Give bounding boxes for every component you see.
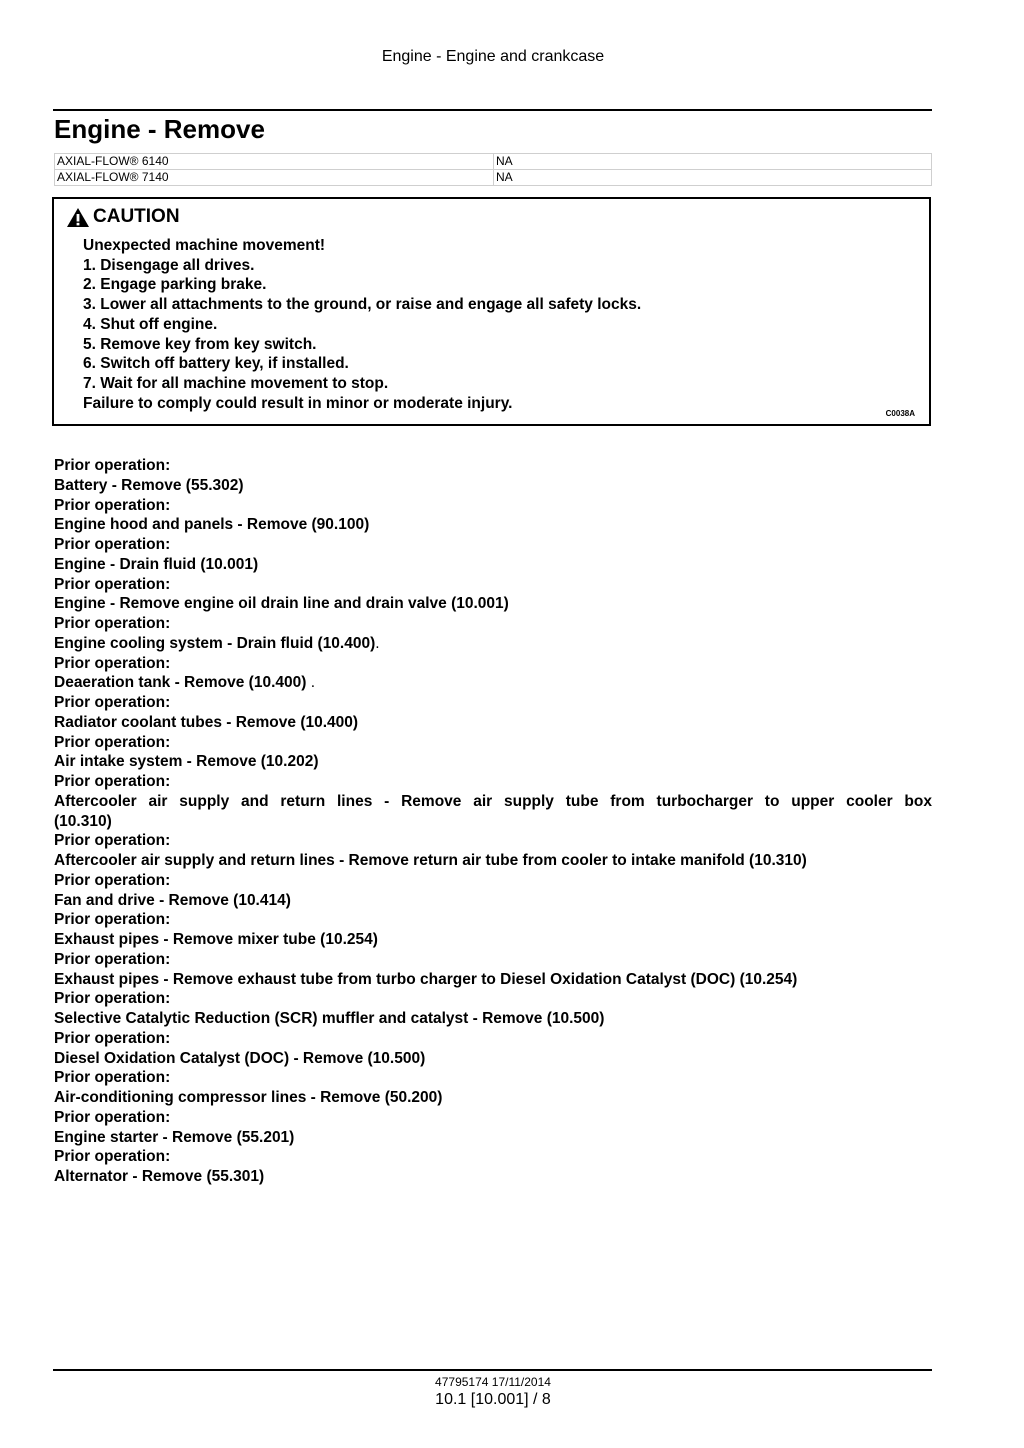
prior-operation-item: Air intake system - Remove (10.202) xyxy=(54,753,319,771)
caution-box xyxy=(52,197,931,426)
table-row xyxy=(55,154,932,170)
prior-operation-label: Prior operation: xyxy=(54,615,171,632)
prior-operation-label: Prior operation: xyxy=(54,950,171,968)
caution-step: 3. Lower all attachments to the ground, or raise and engage all safety locks. xyxy=(83,296,642,314)
page-number: 10.1 [10.001] / 8 xyxy=(435,1391,551,1408)
prior-operation-label: Prior operation: xyxy=(54,575,171,593)
caution-step: 1. Disengage all drives. xyxy=(83,256,255,274)
prior-operation-item: Battery - Remove (55.302) xyxy=(54,476,244,494)
running-header: Engine - Engine and crankcase xyxy=(381,48,605,65)
prior-operation-item: Engine hood and panels - Remove (90.100) xyxy=(54,516,370,534)
availability-cell: NA xyxy=(494,154,932,170)
warning-triangle-icon xyxy=(66,207,90,228)
prior-operation-label: Prior operation: xyxy=(54,496,171,514)
footer-divider xyxy=(53,1369,932,1371)
caution-step: 7. Wait for all machine movement to stop. xyxy=(83,374,389,392)
page-title: Engine - Remove xyxy=(54,114,265,144)
caution-heading xyxy=(66,206,180,228)
prior-operation-label: Prior operation: xyxy=(54,990,171,1008)
prior-operation-label: Prior operation: xyxy=(54,871,171,889)
prior-operation-label: Prior operation: xyxy=(54,1148,171,1166)
model-cell: AXIAL-FLOW® 6140 xyxy=(55,154,494,170)
caution-code: C0038A xyxy=(885,409,915,418)
prior-operation-label: Prior operation: xyxy=(54,694,171,711)
prior-operation-item: Deaeration tank - Remove (10.400) . xyxy=(54,674,316,692)
prior-operation-label: Prior operation: xyxy=(54,536,171,553)
prior-operation-label: Prior operation: xyxy=(54,654,171,672)
caution-outro: Failure to comply could result in minor or moderate injury. xyxy=(83,394,513,412)
caution-step: 5. Remove key from key switch. xyxy=(83,335,317,353)
prior-operation-label: Prior operation: xyxy=(54,911,171,929)
prior-operation-label: Prior operation: xyxy=(54,733,171,751)
prior-operation-item: Engine - Remove engine oil drain line and drain valve (10.001) xyxy=(54,595,509,613)
prior-operation-item: Engine - Drain fluid (10.001) xyxy=(54,555,259,573)
caution-text xyxy=(83,236,641,413)
prior-operation-item: Engine cooling system - Drain fluid (10.400). xyxy=(54,634,380,652)
prior-operation-label: Prior operation: xyxy=(54,457,171,474)
prior-operation-label: Prior operation: xyxy=(54,1069,171,1087)
prior-operation-item: Alternator - Remove (55.301) xyxy=(54,1168,265,1185)
prior-operations-list xyxy=(54,456,932,1187)
prior-operation-label: Prior operation: xyxy=(54,773,171,790)
prior-operation-item: Air-conditioning compressor lines - Remove (50.200) xyxy=(54,1089,443,1106)
prior-operation-label: Prior operation: xyxy=(54,1029,171,1047)
caution-label: CAUTION xyxy=(93,206,180,227)
caution-step: 2. Engage parking brake. xyxy=(83,276,267,294)
prior-operation-item: Exhaust pipes - Remove exhaust tube from turbo charger to Diesel Oxidation Catalyst (DOC) (10.254) xyxy=(54,970,798,988)
caution-step: 4. Shut off engine. xyxy=(83,315,218,333)
prior-operation-item: Aftercooler air supply and return lines - Remove return air tube from cooler to intake manifold (10.310) xyxy=(54,852,807,869)
document-code: 47795174 17/11/2014 xyxy=(435,1375,551,1389)
prior-operation-item: Diesel Oxidation Catalyst (DOC) - Remove (10.500) xyxy=(54,1049,426,1067)
prior-operation-item: Exhaust pipes - Remove mixer tube (10.254) xyxy=(54,931,378,948)
table-row xyxy=(55,170,932,186)
prior-operation-label: Prior operation: xyxy=(54,832,171,850)
availability-cell: NA xyxy=(494,170,932,186)
header-divider xyxy=(53,109,932,111)
caution-intro: Unexpected machine movement! xyxy=(83,237,326,254)
prior-operation-item: Aftercooler air supply and return lines - Remove air supply tube from turbocharger to upper cooler box xyxy=(54,792,932,810)
prior-operation-item-continued: (10.310) xyxy=(54,812,112,830)
prior-operation-item: Selective Catalytic Reduction (SCR) muffler and catalyst - Remove (10.500) xyxy=(54,1010,605,1027)
model-cell: AXIAL-FLOW® 7140 xyxy=(55,170,494,186)
prior-operation-item: Radiator coolant tubes - Remove (10.400) xyxy=(54,713,359,731)
prior-operation-item: Fan and drive - Remove (10.414) xyxy=(54,891,291,909)
caution-step: 6. Switch off battery key, if installed. xyxy=(83,355,349,373)
prior-operation-label: Prior operation: xyxy=(54,1108,171,1126)
model-applicability-table xyxy=(54,153,932,186)
prior-operation-item: Engine starter - Remove (55.201) xyxy=(54,1128,295,1146)
